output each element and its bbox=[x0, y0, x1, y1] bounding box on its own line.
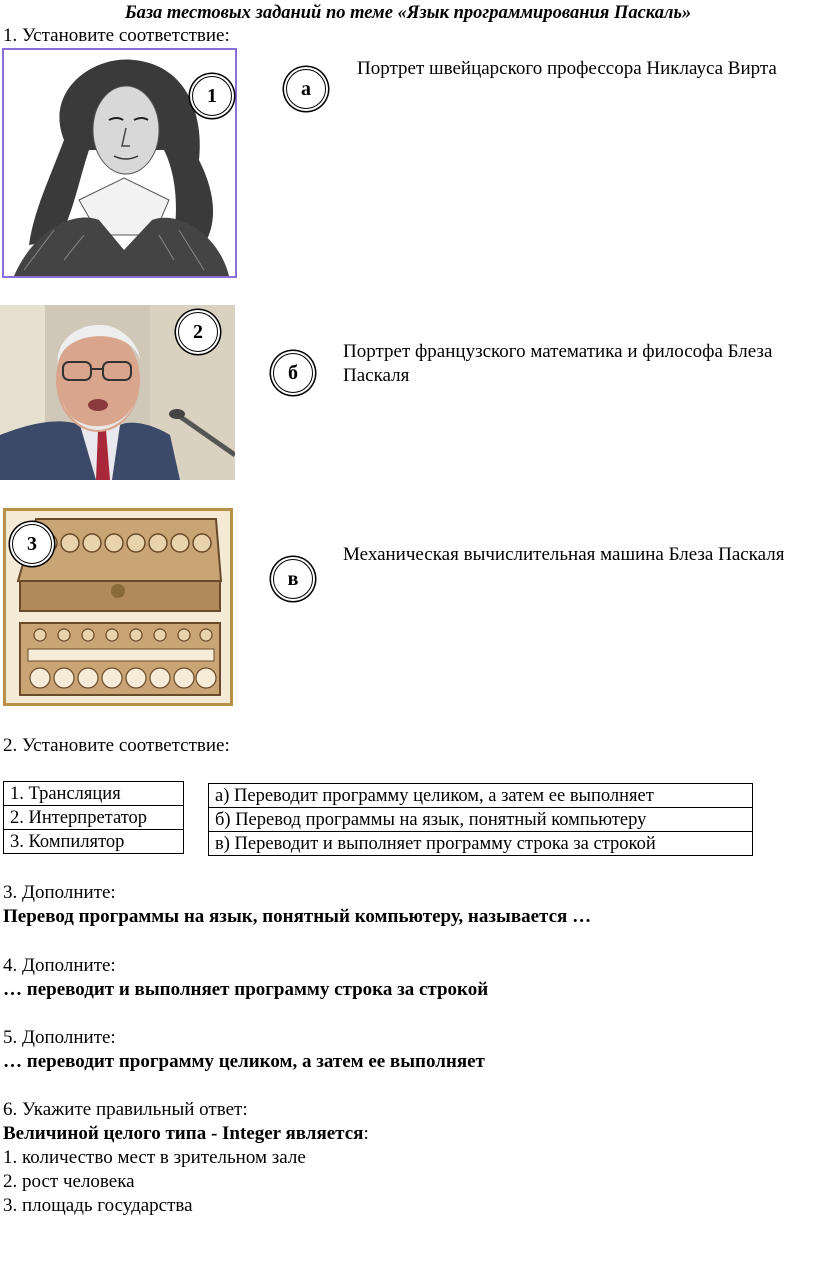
q5-label: 5. Дополните: bbox=[3, 1027, 116, 1048]
q4-text: … переводит и выполняет программу строка за строкой bbox=[3, 979, 489, 1000]
q6-question-colon: : bbox=[363, 1123, 369, 1144]
definition-cell: а) Переводит программу целиком, а затем ее выполняет bbox=[209, 784, 753, 808]
definition-cell: в) Переводит и выполняет программу строка за строкой bbox=[209, 832, 753, 856]
definitions-table bbox=[208, 783, 753, 856]
term-cell: 2. Интерпретатор bbox=[4, 806, 184, 830]
q4-label: 4. Дополните: bbox=[3, 955, 116, 976]
marker-3: 3 bbox=[12, 524, 52, 564]
q3-text: Перевод программы на язык, понятный компьютеру, называется … bbox=[3, 906, 592, 927]
q5-text: … переводит программу целиком, а затем ее выполняет bbox=[3, 1051, 485, 1072]
marker-1: 1 bbox=[192, 76, 232, 116]
q6-option-2: 2. рост человека bbox=[3, 1171, 135, 1192]
q3-label: 3. Дополните: bbox=[3, 882, 116, 903]
page-title: База тестовых заданий по теме «Язык программирования Паскаль» bbox=[124, 3, 692, 23]
term-cell: 3. Компилятор bbox=[4, 830, 184, 854]
q6-question-bold: Величиной целого типа - Integer является bbox=[3, 1123, 364, 1144]
description-v: Механическая вычислительная машина Блеза Паскаля bbox=[343, 544, 785, 565]
q6-label: 6. Укажите правильный ответ: bbox=[3, 1099, 248, 1120]
letter-b: б bbox=[273, 353, 313, 393]
term-cell: 1. Трансляция bbox=[4, 782, 184, 806]
description-b: Портрет французского математика и философа Блеза Паскаля bbox=[343, 341, 773, 386]
letter-a: а bbox=[286, 69, 326, 109]
q6-option-1: 1. количество мест в зрительном зале bbox=[3, 1147, 306, 1168]
q6-option-3: 3. площадь государства bbox=[3, 1195, 193, 1216]
definition-cell: б) Перевод программы на язык, понятный компьютеру bbox=[209, 808, 753, 832]
q1-label: 1. Установите соответствие: bbox=[3, 25, 230, 46]
marker-2: 2 bbox=[178, 312, 218, 352]
q6-question bbox=[3, 1123, 369, 1145]
letter-v: в bbox=[273, 559, 313, 599]
terms-table bbox=[3, 781, 184, 854]
q2-label: 2. Установите соответствие: bbox=[3, 735, 230, 756]
description-a: Портрет швейцарского профессора Никлауса Вирта bbox=[357, 58, 777, 79]
